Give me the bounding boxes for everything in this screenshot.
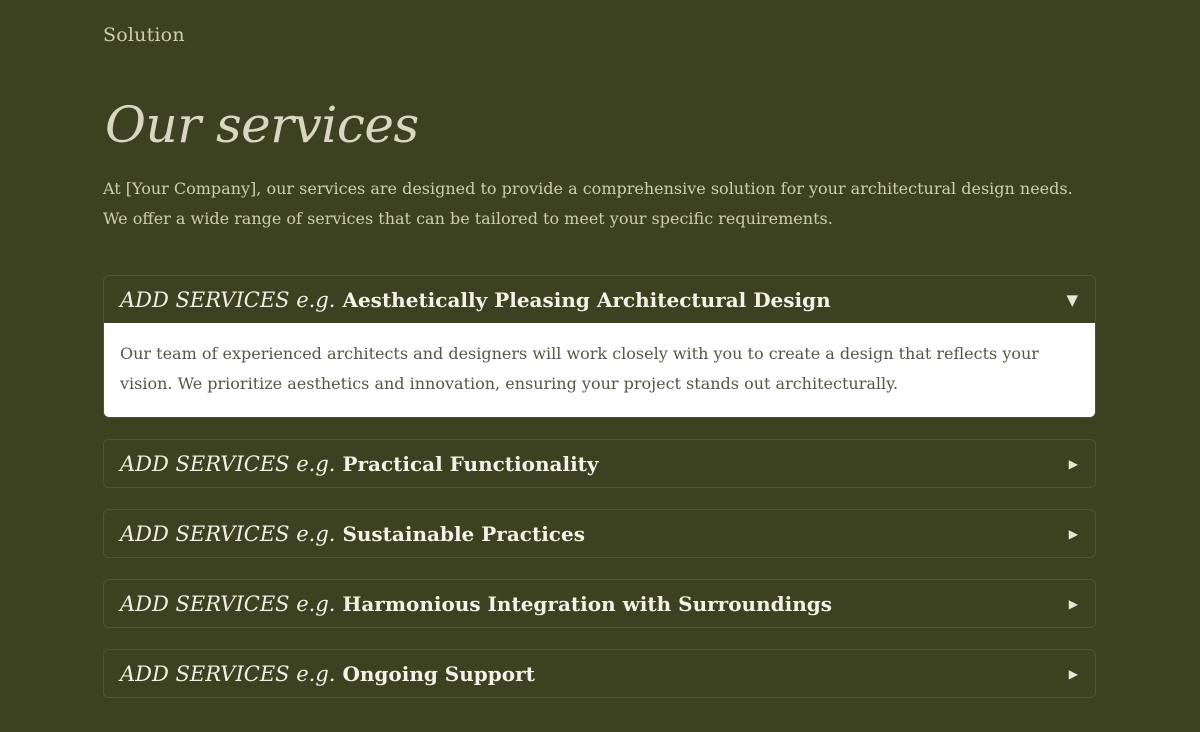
service-tag: ADD SERVICES e.g. (120, 451, 336, 476)
service-description: Our team of experienced architects and designers will work closely with you to create a design that reflects your vision. We prioritize aesthetics and innovation, ensuring your project stands out architecturally. (104, 323, 1095, 417)
service-name: Aesthetically Pleasing Architectural Design (342, 287, 831, 312)
service-tag: ADD SERVICES e.g. (120, 591, 336, 616)
service-name: Practical Functionality (342, 451, 599, 476)
service-name: Sustainable Practices (342, 521, 585, 546)
caret-right-icon[interactable]: ▶ (1068, 666, 1078, 681)
service-accordion-item (103, 509, 1096, 558)
caret-down-icon[interactable]: ▼ (1066, 290, 1078, 309)
service-accordion-header[interactable] (104, 650, 1095, 697)
service-accordion-header[interactable] (104, 510, 1095, 557)
service-tag: ADD SERVICES e.g. (120, 661, 336, 686)
service-accordion-item (103, 439, 1096, 488)
page-title: Our services (105, 96, 419, 154)
service-accordion-header[interactable] (104, 440, 1095, 487)
caret-right-icon[interactable]: ▶ (1068, 596, 1078, 611)
service-accordion-header[interactable] (104, 276, 1095, 323)
service-tag: ADD SERVICES e.g. (120, 287, 336, 312)
service-accordion-item (103, 579, 1096, 628)
service-accordion-header[interactable] (104, 580, 1095, 627)
caret-right-icon[interactable]: ▶ (1068, 526, 1078, 541)
caret-right-icon[interactable]: ▶ (1068, 456, 1078, 471)
service-name: Harmonious Integration with Surroundings (342, 591, 832, 616)
service-name: Ongoing Support (342, 661, 535, 686)
service-accordion-item (103, 649, 1096, 698)
service-accordion-item (103, 275, 1096, 418)
service-tag: ADD SERVICES e.g. (120, 521, 336, 546)
section-eyebrow: Solution (103, 24, 185, 46)
section-intro: At [Your Company], our services are designed to provide a comprehensive solution for your architectural design needs. We offer a wide range of services that can be tailored to meet your specific requirements. (103, 179, 1073, 228)
